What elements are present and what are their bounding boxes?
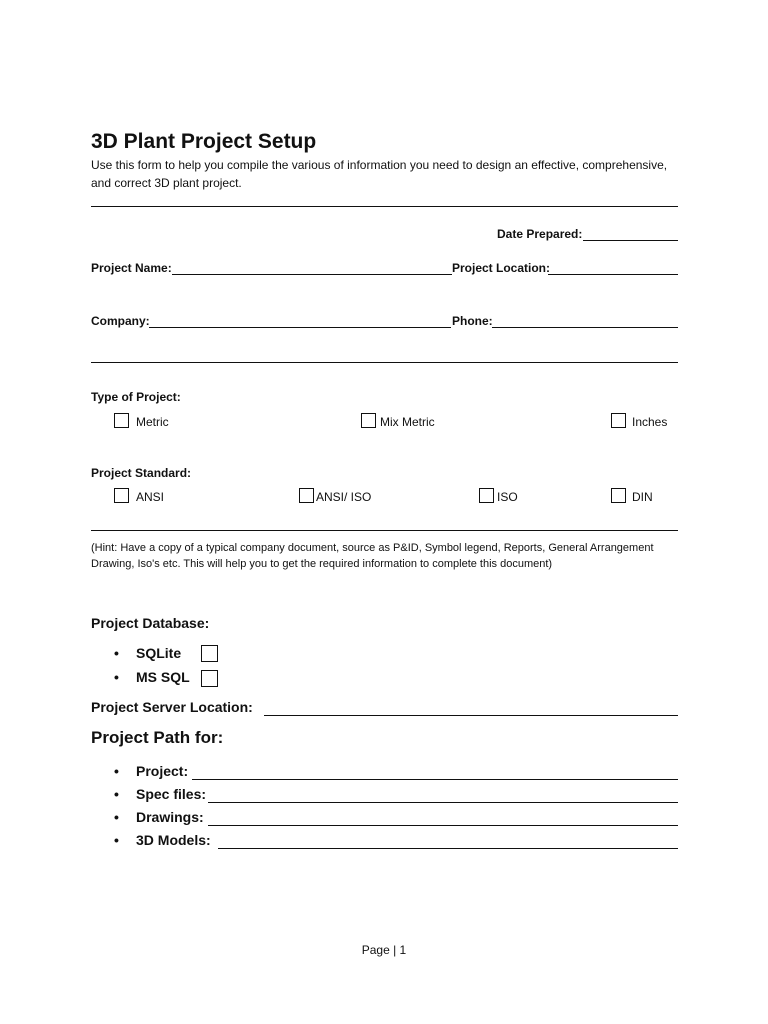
- bullet: •: [114, 809, 119, 825]
- hint-text: (Hint: Have a copy of a typical company document, source as P&ID, Symbol legend, Reports, General Arrangement Drawing, Iso's etc. This will help you to get the required information to complete this document): [91, 542, 654, 570]
- project-location-label: Project Location:: [452, 261, 551, 275]
- sqlite-option-label: SQLite: [136, 645, 182, 661]
- server-location-field[interactable]: [264, 715, 678, 716]
- inches-option-label: Inches: [632, 415, 668, 429]
- type-of-project-label: Type of Project:: [91, 390, 181, 404]
- company-label: Company:: [91, 314, 150, 328]
- ansi-option-label: ANSI: [136, 490, 165, 504]
- path-spec-files-label: Spec files:: [136, 786, 207, 802]
- din-checkbox[interactable]: [611, 488, 626, 503]
- project-path-heading: Project Path for:: [91, 728, 224, 747]
- section-divider: [91, 530, 678, 531]
- date-prepared-label: Date Prepared:: [497, 227, 583, 241]
- ansi-iso-checkbox[interactable]: [299, 488, 314, 503]
- company-field[interactable]: [149, 327, 451, 328]
- iso-option-label: ISO: [497, 490, 518, 504]
- ansi-checkbox[interactable]: [114, 488, 129, 503]
- project-location-field[interactable]: [548, 274, 678, 275]
- path-spec-files-field[interactable]: [208, 802, 678, 803]
- iso-checkbox[interactable]: [479, 488, 494, 503]
- bullet: •: [114, 669, 119, 685]
- sqlite-checkbox[interactable]: [201, 645, 218, 662]
- mix-metric-option-label: Mix Metric: [380, 415, 435, 429]
- section-divider: [91, 206, 678, 207]
- bullet: •: [114, 786, 119, 802]
- path-project-label: Project:: [136, 763, 189, 779]
- database-heading: Project Database:: [91, 615, 210, 631]
- form-title: 3D Plant Project Setup: [91, 130, 317, 153]
- phone-field[interactable]: [492, 327, 678, 328]
- page-number: Page | 1: [361, 943, 407, 957]
- inches-checkbox[interactable]: [611, 413, 626, 428]
- ansi-iso-option-label: ANSI/ ISO: [316, 490, 372, 504]
- bullet: •: [114, 832, 119, 848]
- mix-metric-checkbox[interactable]: [361, 413, 376, 428]
- path-3d-models-field[interactable]: [218, 848, 678, 849]
- ms-sql-option-label: MS SQL: [136, 669, 190, 685]
- path-3d-models-label: 3D Models:: [136, 832, 211, 848]
- section-divider: [91, 362, 678, 363]
- path-drawings-label: Drawings:: [136, 809, 204, 825]
- date-prepared-field[interactable]: [583, 240, 678, 241]
- path-drawings-field[interactable]: [208, 825, 678, 826]
- path-project-field[interactable]: [192, 779, 678, 780]
- din-option-label: DIN: [632, 490, 653, 504]
- bullet: •: [114, 763, 119, 779]
- metric-checkbox[interactable]: [114, 413, 129, 428]
- ms-sql-checkbox[interactable]: [201, 670, 218, 687]
- phone-label: Phone:: [452, 314, 493, 328]
- form-intro: Use this form to help you compile the various of information you need to design an effective, comprehensive, and correct 3D plant project.: [91, 158, 668, 190]
- project-name-label: Project Name:: [91, 261, 172, 275]
- project-standard-label: Project Standard:: [91, 466, 192, 480]
- bullet: •: [114, 645, 119, 661]
- server-location-label: Project Server Location:: [91, 699, 253, 715]
- metric-option-label: Metric: [136, 415, 169, 429]
- project-name-field[interactable]: [172, 274, 452, 275]
